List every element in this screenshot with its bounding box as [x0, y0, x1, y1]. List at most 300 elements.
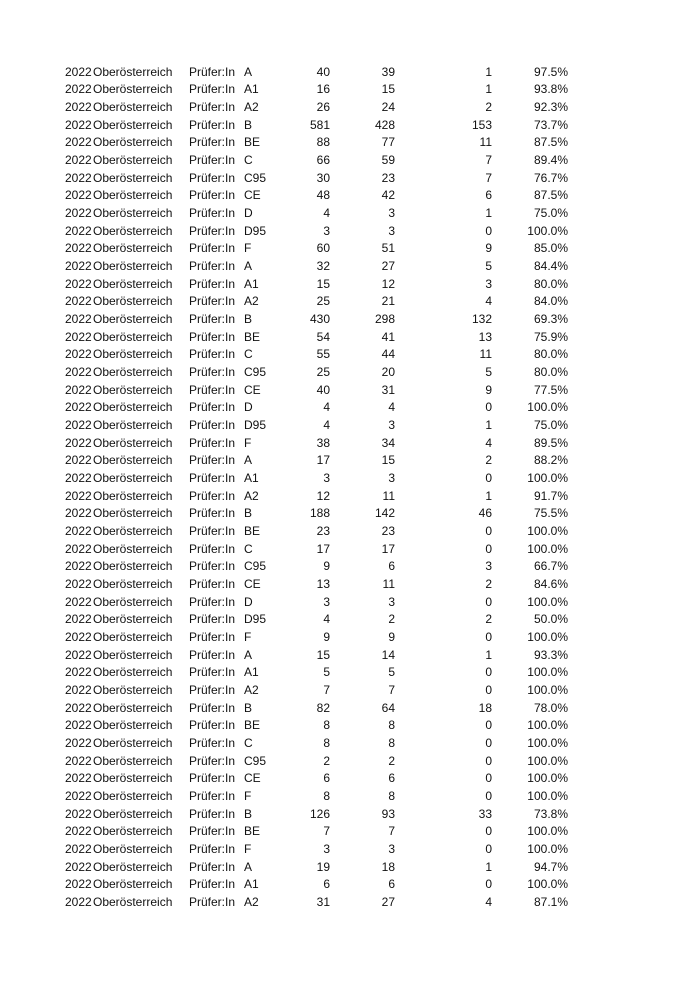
role-cell: Prüfer:In: [189, 276, 236, 291]
passed-count-cell: 6: [388, 771, 395, 786]
table-row: [0, 558, 700, 576]
passed-count-cell: 41: [381, 329, 395, 344]
total-count-cell: 4: [323, 612, 330, 627]
total-count-cell: 430: [309, 311, 330, 326]
table-row: [0, 770, 700, 788]
passed-count-cell: 27: [381, 258, 395, 273]
failed-count-cell: 2: [485, 453, 492, 468]
license-class-cell: C95: [244, 364, 267, 379]
pass-rate-cell: 100.0%: [527, 683, 568, 698]
role-cell: Prüfer:In: [189, 630, 236, 644]
role-cell: Prüfer:In: [189, 488, 236, 503]
role-cell: Prüfer:In: [189, 523, 236, 538]
failed-count-cell: 13: [478, 329, 492, 344]
role-cell: Prüfer:In: [189, 64, 236, 79]
passed-count-cell: 14: [381, 647, 395, 662]
total-count-cell: 3: [323, 842, 330, 857]
total-count-cell: 40: [316, 64, 330, 79]
role-cell: Prüfer:In: [189, 435, 236, 450]
failed-count-cell: 2: [485, 576, 492, 591]
pass-rate-cell: 100.0%: [527, 753, 568, 768]
region-cell: Oberösterreich: [93, 417, 173, 432]
pass-rate-cell: 69.3%: [533, 311, 568, 326]
region-cell: Oberösterreich: [93, 630, 173, 644]
total-count-cell: 17: [316, 453, 330, 468]
total-count-cell: 15: [316, 647, 330, 662]
region-cell: Oberösterreich: [93, 665, 173, 680]
passed-count-cell: 20: [381, 364, 395, 379]
table-row: [0, 134, 700, 152]
pass-rate-cell: 75.9%: [533, 329, 568, 344]
pass-rate-cell: 93.8%: [533, 82, 568, 97]
table-row: [0, 664, 700, 682]
pass-rate-cell: 87.5%: [533, 135, 568, 150]
license-class-cell: A1: [244, 470, 259, 485]
passed-count-cell: 2: [388, 753, 395, 768]
region-cell: Oberösterreich: [93, 453, 173, 468]
failed-count-cell: 0: [485, 594, 492, 609]
region-cell: Oberösterreich: [93, 152, 173, 167]
license-class-cell: B: [244, 506, 253, 521]
license-class-cell: B: [244, 700, 253, 715]
year-cell: 2022: [65, 117, 92, 132]
table-row: [0, 329, 700, 347]
table-row: [0, 293, 700, 311]
license-class-cell: BE: [244, 718, 261, 733]
failed-count-cell: 1: [485, 859, 492, 874]
passed-count-cell: 18: [381, 859, 395, 874]
role-cell: Prüfer:In: [189, 329, 236, 344]
table-row: [0, 382, 700, 400]
pass-rate-cell: 100.0%: [527, 223, 568, 238]
passed-count-cell: 6: [388, 877, 395, 892]
table-row: [0, 435, 700, 453]
total-count-cell: 4: [323, 417, 330, 432]
role-cell: Prüfer:In: [189, 135, 236, 150]
region-cell: Oberösterreich: [93, 736, 173, 751]
region-cell: Oberösterreich: [93, 683, 173, 698]
license-class-cell: CE: [244, 771, 261, 786]
failed-count-cell: 0: [485, 523, 492, 538]
failed-count-cell: 33: [478, 806, 492, 821]
total-count-cell: 9: [323, 559, 330, 574]
year-cell: 2022: [65, 276, 92, 291]
passed-count-cell: 15: [381, 82, 395, 97]
year-cell: 2022: [65, 576, 92, 591]
license-class-cell: F: [244, 842, 252, 857]
region-cell: Oberösterreich: [93, 241, 173, 256]
region-cell: Oberösterreich: [93, 311, 173, 326]
pass-rate-cell: 78.0%: [533, 700, 568, 715]
passed-count-cell: 3: [388, 205, 395, 220]
passed-count-cell: 77: [381, 135, 395, 150]
role-cell: Prüfer:In: [189, 170, 236, 185]
failed-count-cell: 0: [485, 683, 492, 698]
pass-rate-cell: 94.7%: [533, 859, 568, 874]
passed-count-cell: 64: [381, 700, 395, 715]
role-cell: Prüfer:In: [189, 895, 236, 910]
total-count-cell: 82: [316, 700, 330, 715]
region-cell: Oberösterreich: [93, 347, 173, 362]
pass-rate-cell: 100.0%: [527, 665, 568, 680]
pass-rate-cell: 89.5%: [533, 435, 568, 450]
passed-count-cell: 3: [388, 594, 395, 609]
total-count-cell: 54: [316, 329, 330, 344]
passed-count-cell: 11: [382, 488, 395, 503]
table-row: [0, 788, 700, 806]
region-cell: Oberösterreich: [93, 135, 173, 150]
year-cell: 2022: [65, 559, 92, 574]
pass-rate-cell: 76.7%: [533, 170, 568, 185]
table-row: [0, 311, 700, 329]
table-row: [0, 859, 700, 877]
total-count-cell: 4: [323, 205, 330, 220]
year-cell: 2022: [65, 824, 92, 839]
year-cell: 2022: [65, 99, 92, 114]
pass-rate-cell: 89.4%: [533, 152, 568, 167]
passed-count-cell: 93: [381, 806, 395, 821]
role-cell: Prüfer:In: [189, 789, 236, 804]
table-row: [0, 276, 700, 294]
failed-count-cell: 7: [485, 152, 492, 167]
region-cell: Oberösterreich: [93, 188, 173, 203]
role-cell: Prüfer:In: [189, 347, 236, 362]
total-count-cell: 31: [316, 895, 330, 910]
year-cell: 2022: [65, 382, 92, 397]
passed-count-cell: 21: [381, 294, 395, 309]
pass-rate-cell: 100.0%: [527, 736, 568, 751]
region-cell: Oberösterreich: [93, 205, 173, 220]
total-count-cell: 25: [316, 294, 330, 309]
passed-count-cell: 298: [374, 311, 395, 326]
pass-rate-cell: 100.0%: [527, 523, 568, 538]
year-cell: 2022: [65, 488, 92, 503]
license-class-cell: A2: [244, 99, 259, 114]
table-row: [0, 594, 700, 612]
role-cell: Prüfer:In: [189, 700, 236, 715]
region-cell: Oberösterreich: [93, 488, 173, 503]
table-row: [0, 682, 700, 700]
license-class-cell: B: [244, 117, 253, 132]
passed-count-cell: 51: [381, 241, 395, 256]
passed-count-cell: 44: [381, 347, 395, 362]
pass-rate-cell: 97.5%: [533, 64, 568, 79]
table-row: [0, 576, 700, 594]
total-count-cell: 6: [323, 771, 330, 786]
failed-count-cell: 1: [485, 417, 492, 432]
total-count-cell: 126: [309, 806, 330, 821]
passed-count-cell: 17: [381, 541, 395, 556]
total-count-cell: 13: [316, 576, 330, 591]
year-cell: 2022: [65, 700, 92, 715]
year-cell: 2022: [65, 612, 92, 627]
license-class-cell: A1: [244, 665, 259, 680]
passed-count-cell: 3: [388, 842, 395, 857]
role-cell: Prüfer:In: [189, 241, 236, 256]
failed-count-cell: 0: [485, 718, 492, 733]
failed-count-cell: 0: [485, 824, 492, 839]
region-cell: Oberösterreich: [93, 329, 173, 344]
pass-rate-cell: 100.0%: [527, 470, 568, 485]
passed-count-cell: 9: [388, 630, 395, 644]
role-cell: Prüfer:In: [189, 152, 236, 167]
pass-rate-cell: 100.0%: [527, 594, 568, 609]
year-cell: 2022: [65, 683, 92, 698]
failed-count-cell: 9: [485, 241, 492, 256]
region-cell: Oberösterreich: [93, 753, 173, 768]
failed-count-cell: 7: [485, 170, 492, 185]
license-class-cell: C: [244, 736, 253, 751]
failed-count-cell: 132: [471, 311, 492, 326]
year-cell: 2022: [65, 329, 92, 344]
year-cell: 2022: [65, 895, 92, 910]
table-row: [0, 223, 700, 241]
table-row: [0, 700, 700, 718]
total-count-cell: 88: [316, 135, 330, 150]
failed-count-cell: 0: [485, 541, 492, 556]
license-class-cell: A1: [244, 82, 259, 97]
region-cell: Oberösterreich: [93, 276, 173, 291]
year-cell: 2022: [65, 205, 92, 220]
year-cell: 2022: [65, 400, 92, 415]
role-cell: Prüfer:In: [189, 771, 236, 786]
failed-count-cell: 1: [485, 64, 492, 79]
pass-rate-cell: 77.5%: [533, 382, 568, 397]
license-class-cell: C95: [244, 170, 267, 185]
license-class-cell: A: [244, 647, 253, 662]
license-class-cell: B: [244, 311, 253, 326]
role-cell: Prüfer:In: [189, 683, 236, 698]
role-cell: Prüfer:In: [189, 99, 236, 114]
pass-rate-cell: 66.7%: [533, 559, 568, 574]
passed-count-cell: 12: [381, 276, 395, 291]
year-cell: 2022: [65, 135, 92, 150]
pass-rate-cell: 80.0%: [533, 347, 568, 362]
region-cell: Oberösterreich: [93, 541, 173, 556]
failed-count-cell: 153: [471, 117, 492, 132]
total-count-cell: 15: [316, 276, 330, 291]
region-cell: Oberösterreich: [93, 859, 173, 874]
license-class-cell: A1: [244, 276, 259, 291]
license-class-cell: C95: [244, 559, 267, 574]
year-cell: 2022: [65, 789, 92, 804]
table-row: [0, 505, 700, 523]
total-count-cell: 188: [309, 506, 330, 521]
license-class-cell: D: [244, 594, 253, 609]
role-cell: Prüfer:In: [189, 842, 236, 857]
year-cell: 2022: [65, 771, 92, 786]
role-cell: Prüfer:In: [189, 205, 236, 220]
failed-count-cell: 11: [479, 347, 492, 362]
total-count-cell: 581: [309, 117, 330, 132]
role-cell: Prüfer:In: [189, 647, 236, 662]
year-cell: 2022: [65, 64, 92, 79]
pass-rate-cell: 87.1%: [533, 895, 568, 910]
table-row: [0, 611, 700, 629]
license-class-cell: D95: [244, 612, 267, 627]
pass-rate-cell: 100.0%: [527, 718, 568, 733]
year-cell: 2022: [65, 630, 92, 644]
total-count-cell: 23: [316, 523, 330, 538]
failed-count-cell: 5: [485, 364, 492, 379]
role-cell: Prüfer:In: [189, 117, 236, 132]
pass-rate-cell: 73.8%: [533, 806, 568, 821]
failed-count-cell: 1: [485, 205, 492, 220]
license-class-cell: A: [244, 64, 253, 79]
failed-count-cell: 1: [485, 647, 492, 662]
total-count-cell: 40: [316, 382, 330, 397]
total-count-cell: 17: [316, 541, 330, 556]
table-row: [0, 452, 700, 470]
role-cell: Prüfer:In: [189, 877, 236, 892]
total-count-cell: 32: [316, 258, 330, 273]
table-row: [0, 629, 700, 647]
role-cell: Prüfer:In: [189, 736, 236, 751]
passed-count-cell: 23: [381, 170, 395, 185]
pass-rate-cell: 80.0%: [533, 364, 568, 379]
role-cell: Prüfer:In: [189, 594, 236, 609]
license-class-cell: D: [244, 205, 253, 220]
table-row: [0, 258, 700, 276]
license-class-cell: F: [244, 630, 252, 644]
failed-count-cell: 1: [485, 82, 492, 97]
table-row: [0, 876, 700, 894]
year-cell: 2022: [65, 665, 92, 680]
pass-rate-cell: 80.0%: [533, 276, 568, 291]
year-cell: 2022: [65, 364, 92, 379]
table-row: [0, 364, 700, 382]
region-cell: Oberösterreich: [93, 700, 173, 715]
year-cell: 2022: [65, 152, 92, 167]
passed-count-cell: 15: [381, 453, 395, 468]
license-class-cell: A2: [244, 895, 259, 910]
license-class-cell: A: [244, 258, 253, 273]
region-cell: Oberösterreich: [93, 294, 173, 309]
year-cell: 2022: [65, 435, 92, 450]
pass-rate-cell: 50.0%: [533, 612, 568, 627]
failed-count-cell: 0: [485, 842, 492, 857]
passed-count-cell: 27: [381, 895, 395, 910]
pass-rate-cell: 85.0%: [533, 241, 568, 256]
passed-count-cell: 5: [388, 665, 395, 680]
pass-rate-cell: 100.0%: [527, 789, 568, 804]
region-cell: Oberösterreich: [93, 771, 173, 786]
passed-count-cell: 31: [381, 382, 395, 397]
table-row: [0, 647, 700, 665]
region-cell: Oberösterreich: [93, 789, 173, 804]
region-cell: Oberösterreich: [93, 435, 173, 450]
role-cell: Prüfer:In: [189, 806, 236, 821]
pass-rate-cell: 75.5%: [533, 506, 568, 521]
year-cell: 2022: [65, 859, 92, 874]
pass-rate-cell: 100.0%: [527, 400, 568, 415]
role-cell: Prüfer:In: [189, 417, 236, 432]
total-count-cell: 4: [323, 400, 330, 415]
failed-count-cell: 6: [485, 188, 492, 203]
license-class-cell: C: [244, 347, 253, 362]
total-count-cell: 12: [316, 488, 330, 503]
table-row: [0, 152, 700, 170]
role-cell: Prüfer:In: [189, 382, 236, 397]
total-count-cell: 8: [323, 736, 330, 751]
license-class-cell: BE: [244, 135, 261, 150]
region-cell: Oberösterreich: [93, 506, 173, 521]
license-class-cell: CE: [244, 188, 261, 203]
year-cell: 2022: [65, 541, 92, 556]
license-class-cell: D95: [244, 417, 267, 432]
license-class-cell: A: [244, 859, 253, 874]
license-class-cell: BE: [244, 523, 261, 538]
region-cell: Oberösterreich: [93, 594, 173, 609]
passed-count-cell: 8: [388, 718, 395, 733]
year-cell: 2022: [65, 453, 92, 468]
table-row: [0, 81, 700, 99]
passed-count-cell: 4: [388, 400, 395, 415]
table-row: [0, 823, 700, 841]
year-cell: 2022: [65, 806, 92, 821]
role-cell: Prüfer:In: [189, 824, 236, 839]
passed-count-cell: 34: [381, 435, 395, 450]
license-class-cell: A1: [244, 877, 259, 892]
year-cell: 2022: [65, 188, 92, 203]
license-class-cell: F: [244, 789, 252, 804]
failed-count-cell: 0: [485, 877, 492, 892]
failed-count-cell: 4: [485, 294, 492, 309]
total-count-cell: 7: [323, 824, 330, 839]
role-cell: Prüfer:In: [189, 559, 236, 574]
table-row: [0, 894, 700, 912]
passed-count-cell: 428: [374, 117, 395, 132]
table-row: [0, 240, 700, 258]
table-row: [0, 470, 700, 488]
failed-count-cell: 2: [485, 99, 492, 114]
pass-rate-cell: 100.0%: [527, 630, 568, 644]
region-cell: Oberösterreich: [93, 82, 173, 97]
role-cell: Prüfer:In: [189, 453, 236, 468]
year-cell: 2022: [65, 470, 92, 485]
total-count-cell: 3: [323, 470, 330, 485]
total-count-cell: 3: [323, 594, 330, 609]
passed-count-cell: 3: [388, 470, 395, 485]
pass-rate-cell: 84.0%: [533, 294, 568, 309]
pass-rate-cell: 91.7%: [533, 488, 568, 503]
passed-count-cell: 2: [388, 612, 395, 627]
pass-rate-cell: 84.4%: [533, 258, 568, 273]
license-class-cell: D: [244, 400, 253, 415]
total-count-cell: 9: [323, 630, 330, 644]
total-count-cell: 66: [316, 152, 330, 167]
role-cell: Prüfer:In: [189, 718, 236, 733]
passed-count-cell: 7: [388, 683, 395, 698]
pass-rate-cell: 75.0%: [533, 417, 568, 432]
failed-count-cell: 3: [485, 559, 492, 574]
year-cell: 2022: [65, 311, 92, 326]
year-cell: 2022: [65, 347, 92, 362]
role-cell: Prüfer:In: [189, 82, 236, 97]
year-cell: 2022: [65, 417, 92, 432]
passed-count-cell: 142: [374, 506, 395, 521]
region-cell: Oberösterreich: [93, 612, 173, 627]
passed-count-cell: 8: [388, 736, 395, 751]
region-cell: Oberösterreich: [93, 117, 173, 132]
table-row: [0, 187, 700, 205]
license-class-cell: CE: [244, 576, 261, 591]
table-row: [0, 205, 700, 223]
passed-count-cell: 24: [381, 99, 395, 114]
passed-count-cell: 7: [388, 824, 395, 839]
table-row: [0, 346, 700, 364]
year-cell: 2022: [65, 842, 92, 857]
